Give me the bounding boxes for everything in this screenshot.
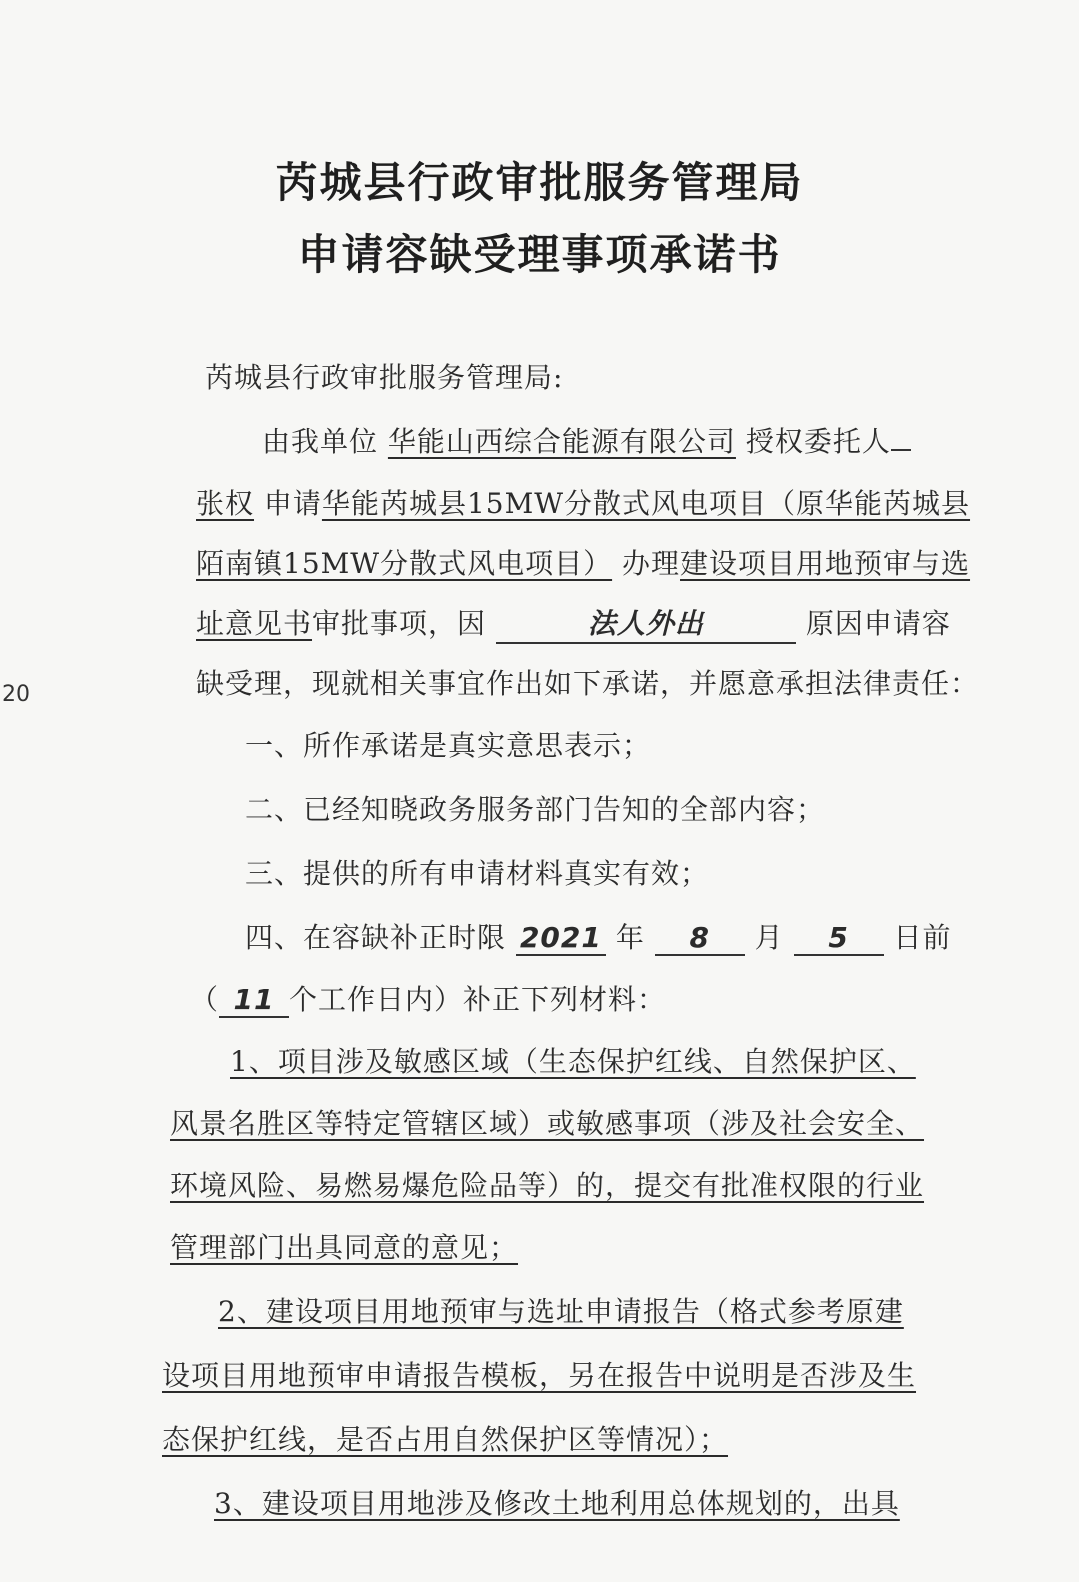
para1-text: 办理: [622, 547, 681, 580]
matter-name: 建设项目用地预审与选: [680, 547, 971, 580]
commitment-item-1: 一、所作承诺是真实意思表示；: [245, 729, 652, 762]
material-line: 风景名胜区等特定管辖区域）或敏感事项（涉及社会安全、: [170, 1107, 925, 1140]
handwritten-day: 5: [794, 921, 884, 956]
commitment-item-3: 三、提供的所有申请材料真实有效；: [245, 857, 710, 890]
material-line: 态保护红线，是否占用自然保护区等情况）；: [162, 1423, 729, 1456]
para1-text: 原因申请容: [805, 607, 951, 640]
para1-line4: [196, 602, 951, 644]
para1-line5: 缺受理，现就相关事宜作出如下承诺，并愿意承担法律责任：: [196, 667, 980, 700]
project-name-cont: 陌南镇15MW分散式风电项目）: [196, 547, 613, 580]
document-title-line1: 芮城县行政审批服务管理局: [275, 158, 804, 207]
para1-line3: [196, 542, 970, 582]
material-line: 管理部门出具同意的意见；: [170, 1231, 519, 1264]
para1-text: 由我单位: [262, 425, 379, 458]
para1-text: 申请: [263, 487, 322, 520]
salutation: 芮城县行政审批服务管理局:: [205, 361, 564, 394]
item4-text: 年: [615, 921, 645, 954]
item4-text: 四、在容缺补正时限: [245, 921, 507, 954]
material-line: 设项目用地预审申请报告模板，另在报告中说明是否涉及生: [162, 1359, 917, 1392]
material-line: 2、建设项目用地预审与选址申请报告（格式参考原建: [218, 1295, 904, 1328]
handwritten-year: 2021: [516, 921, 606, 956]
item4-text: 月: [754, 921, 784, 954]
item4-text: 个工作日内）补正下列材料：: [289, 983, 667, 1016]
item4-text: 日前: [893, 921, 952, 954]
para1-line2: [196, 482, 970, 522]
commitment-item-4-cont: [190, 978, 666, 1018]
material-line: 3、建设项目用地涉及修改土地利用总体规划的，出具: [214, 1487, 900, 1520]
para1-line1: [262, 420, 911, 460]
para1-text: 授权委托人: [745, 425, 891, 458]
material-line: 1、项目涉及敏感区域（生态保护红线、自然保护区、: [230, 1045, 916, 1078]
project-name: 华能芮城县15MW分散式风电项目（原华能芮城县: [321, 487, 971, 520]
handwritten-days: 11: [219, 983, 289, 1018]
handwritten-month: 8: [655, 921, 745, 956]
item4-text: （: [190, 983, 220, 1016]
company-name: 华能山西综合能源有限公司: [387, 425, 736, 458]
delegate-name: 张权: [196, 487, 255, 520]
handwritten-reason: 法人外出: [496, 602, 796, 644]
para1-text: 审批事项，因: [312, 607, 487, 640]
commitment-item-2: 二、已经知晓政务服务部门告知的全部内容；: [245, 793, 826, 826]
material-line: 环境风险、易燃易爆危险品等）的，提交有批准权限的行业: [170, 1169, 925, 1202]
document-title-line2: 申请容缺受理事项承诺书: [297, 230, 782, 279]
edge-mark: 20: [2, 682, 30, 707]
matter-name-cont: 址意见书: [196, 607, 313, 640]
commitment-item-4: [245, 916, 952, 956]
